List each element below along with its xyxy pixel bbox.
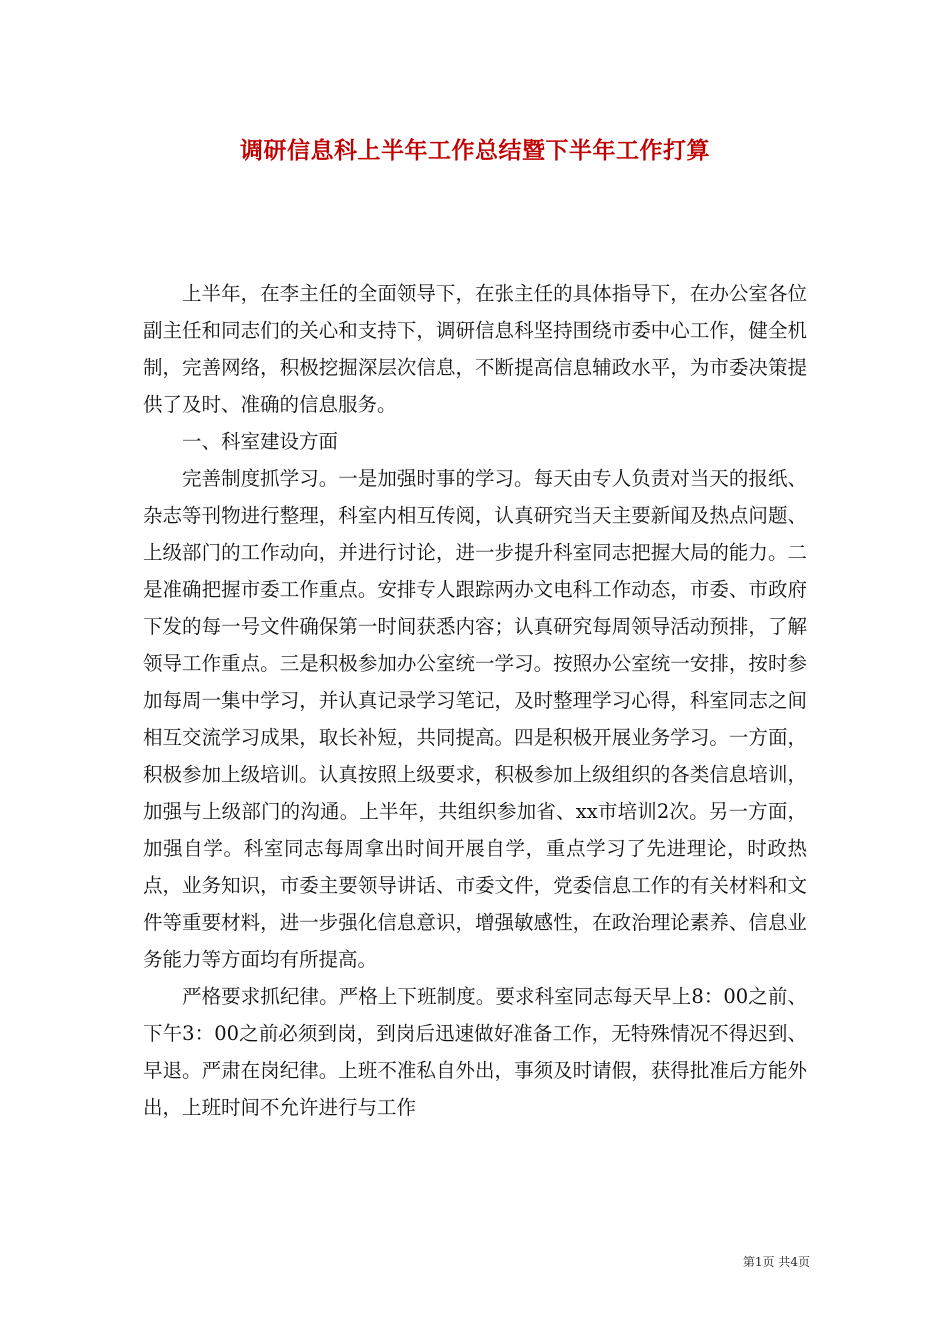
paragraph-intro: 上半年，在李主任的全面领导下，在张主任的具体指导下，在办公室各位副主任和同志们的关心和支持下，调研信息科坚持围绕市委中心工作，健全机制，完善网络，积极挖掘深层次信息，不断提高信息辅政水平，为市委决策提供了及时、准确的信息服务。 bbox=[143, 282, 807, 416]
document-body bbox=[143, 275, 807, 1126]
document-title: 调研信息科上半年工作总结暨下半年工作打算 bbox=[240, 137, 710, 164]
paragraph-study: 完善制度抓学习。一是加强时事的学习。每天由专人负责对当天的报纸、杂志等刊物进行整理，科室内相互传阅，认真研究当天主要新闻及热点问题、上级部门的工作动向，并进行讨论，进一步提升科室同志把握大局的能力。二是准确把握市委工作重点。安排专人跟踪两办文电科工作动态，市委、市政府下发的每一号文件确保第一时间获悉内容；认真研究每周领导活动预排，了解领导工作重点。三是积极参加办公室统一学习。按照办公室统一安排，按时参加每周一集中学习，并认真记录学习笔记，及时整理学习心得，科室同志之间相互交流学习成果，取长补短，共同提高。四是积极开展业务学习。一方面，积极参加上级培训。认真按照上级要求，积极参加上级组织的各类信息培训，加强与上级部门的沟通。上半年，共组织参加省、xx市培训2次。另一方面，加强自学。科室同志每周拿出时间开展自学，重点学习了先进理论，时政热点，业务知识，市委主要领导讲话、市委文件，党委信息工作的有关材料和文件等重要材料，进一步强化信息意识，增强敏感性，在政治理论素养、信息业务能力等方面均有所提高。 bbox=[143, 467, 807, 971]
section-heading: 一、科室建设方面 bbox=[182, 430, 339, 453]
page-number: 第1页 共4页 bbox=[742, 1255, 810, 1269]
paragraph-discipline: 严格要求抓纪律。严格上下班制度。要求科室同志每天早上8：00之前、下午3：00之前必须到岗，到岗后迅速做好准备工作，无特殊情况不得迟到、早退。严肃在岗纪律。上班不准私自外出，事须及时请假，获得批准后方能外出，上班时间不允许进行与工作 bbox=[143, 985, 807, 1119]
